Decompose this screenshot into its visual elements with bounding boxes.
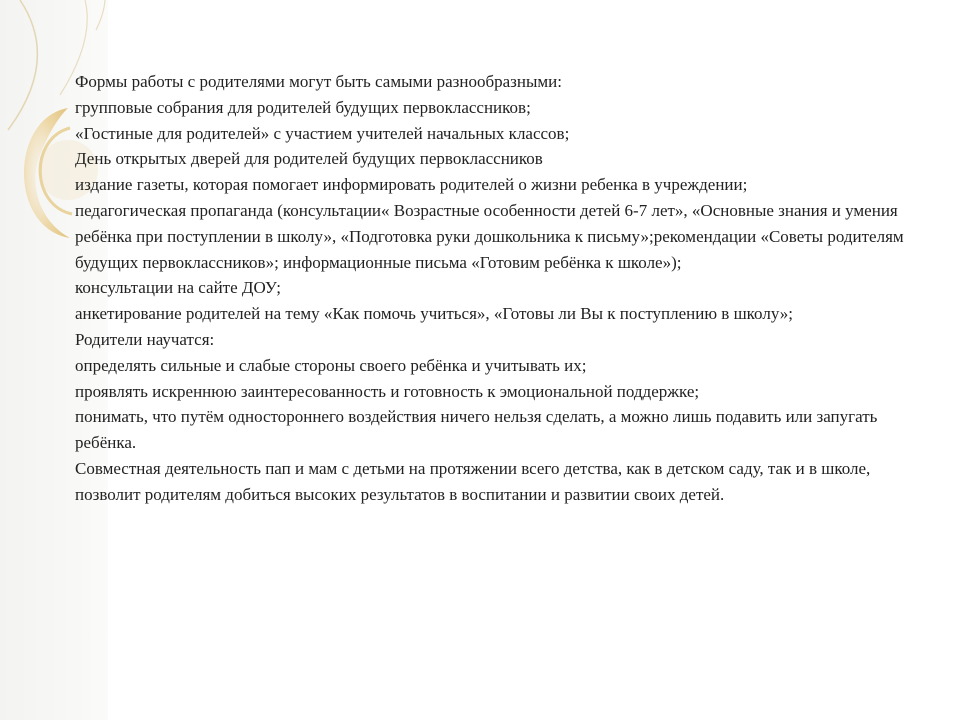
text-line: определять сильные и слабые стороны своего ребёнка и учитывать их; — [75, 355, 587, 375]
text-line: консультации на сайте ДОУ; — [75, 278, 281, 298]
text-line: педагогическая пропаганда (консультации« Возрастные особенности детей 6-7 лет», «Основные знания и умения ребёнка при поступлении в школу», «Подготовка руки дошкольника к письму»;рекомендации «Советы родителям будущих первоклассников»; информационные письма «Готовим ребёнка к школе»); — [75, 200, 904, 272]
text-line: понимать, что путём одностороннего воздействия ничего нельзя сделать, а можно лишь подавить или запугать ребёнка. — [75, 407, 878, 453]
text-line: проявлять искреннюю заинтересованность и готовность к эмоциональной поддержке; — [75, 381, 700, 401]
document-body — [75, 69, 905, 508]
text-line: Формы работы с родителями могут быть самыми разнообразными: — [75, 72, 562, 91]
text-line: групповые собрания для родителей будущих первоклассников; — [75, 97, 531, 117]
text-line: издание газеты, которая помогает информировать родителей о жизни ребенка в учреждении; — [75, 175, 748, 195]
text-line: День открытых дверей для родителей будущих первоклассников — [75, 149, 543, 169]
text-line: Совместная деятельность пап и мам с детьми на протяжении всего детства, как в детском саду, так и в школе, позволит родителям добиться высоких результатов в воспитании и развитии своих детей. — [75, 458, 871, 504]
decor-arc-line — [8, 0, 37, 130]
decor-arc-line — [96, 0, 105, 30]
text-line: анкетирование родителей на тему «Как помочь учиться», «Готовы ли Вы к поступлению в школу»; — [75, 304, 793, 324]
text-line: Родители научатся: — [75, 329, 215, 349]
text-line: «Гостиные для родителей» с участием учителей начальных классов; — [75, 123, 570, 143]
